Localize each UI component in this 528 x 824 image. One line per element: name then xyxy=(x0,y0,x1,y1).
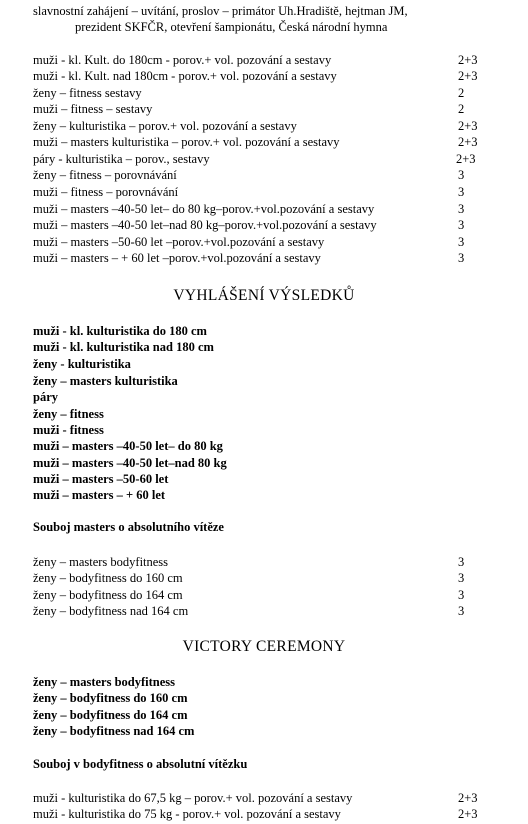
list-item: ženy – bodyfitness do 160 cm xyxy=(33,691,188,705)
list-item: ženy - kulturistika xyxy=(33,357,131,371)
list-item: muži – masters –40-50 let– do 80 kg xyxy=(33,439,223,453)
victory-heading: VICTORY CEREMONY xyxy=(182,638,346,655)
intro-line-2: prezident SKFČR, otevření šampionátu, Česká národní hymna xyxy=(75,20,388,34)
list-item: muži - kl. kulturistika do 180 cm xyxy=(33,324,207,338)
list-item: muži - fitness xyxy=(33,423,104,437)
list-item: muži – masters –40-50 let–nad 80 kg xyxy=(33,456,227,470)
souboj-masters: Souboj masters o absolutního vítěze xyxy=(33,520,224,534)
list-item: ženy – fitness xyxy=(33,407,104,421)
list-item: muži – masters – + 60 let xyxy=(33,488,166,502)
list-item: ženy – masters bodyfitness xyxy=(33,675,176,689)
intro-line-1: slavnostní zahájení – uvítání, proslov – primátor Uh.Hradiště, hejtman JM, xyxy=(33,4,408,18)
list-item: ženy – bodyfitness do 164 cm xyxy=(33,708,188,722)
list-item: ženy – masters kulturistika xyxy=(33,374,178,388)
list-item: ženy – bodyfitness nad 164 cm xyxy=(33,724,195,738)
list-item: muži – masters –50-60 let xyxy=(33,472,169,486)
results-heading: VYHLÁŠENÍ VÝSLEDKŮ xyxy=(173,287,355,304)
souboj-bodyfitness: Souboj v bodyfitness o absolutní vítězku xyxy=(33,757,248,771)
list-item: muži - kl. kulturistika nad 180 cm xyxy=(33,340,214,354)
list-item: páry xyxy=(33,390,58,404)
